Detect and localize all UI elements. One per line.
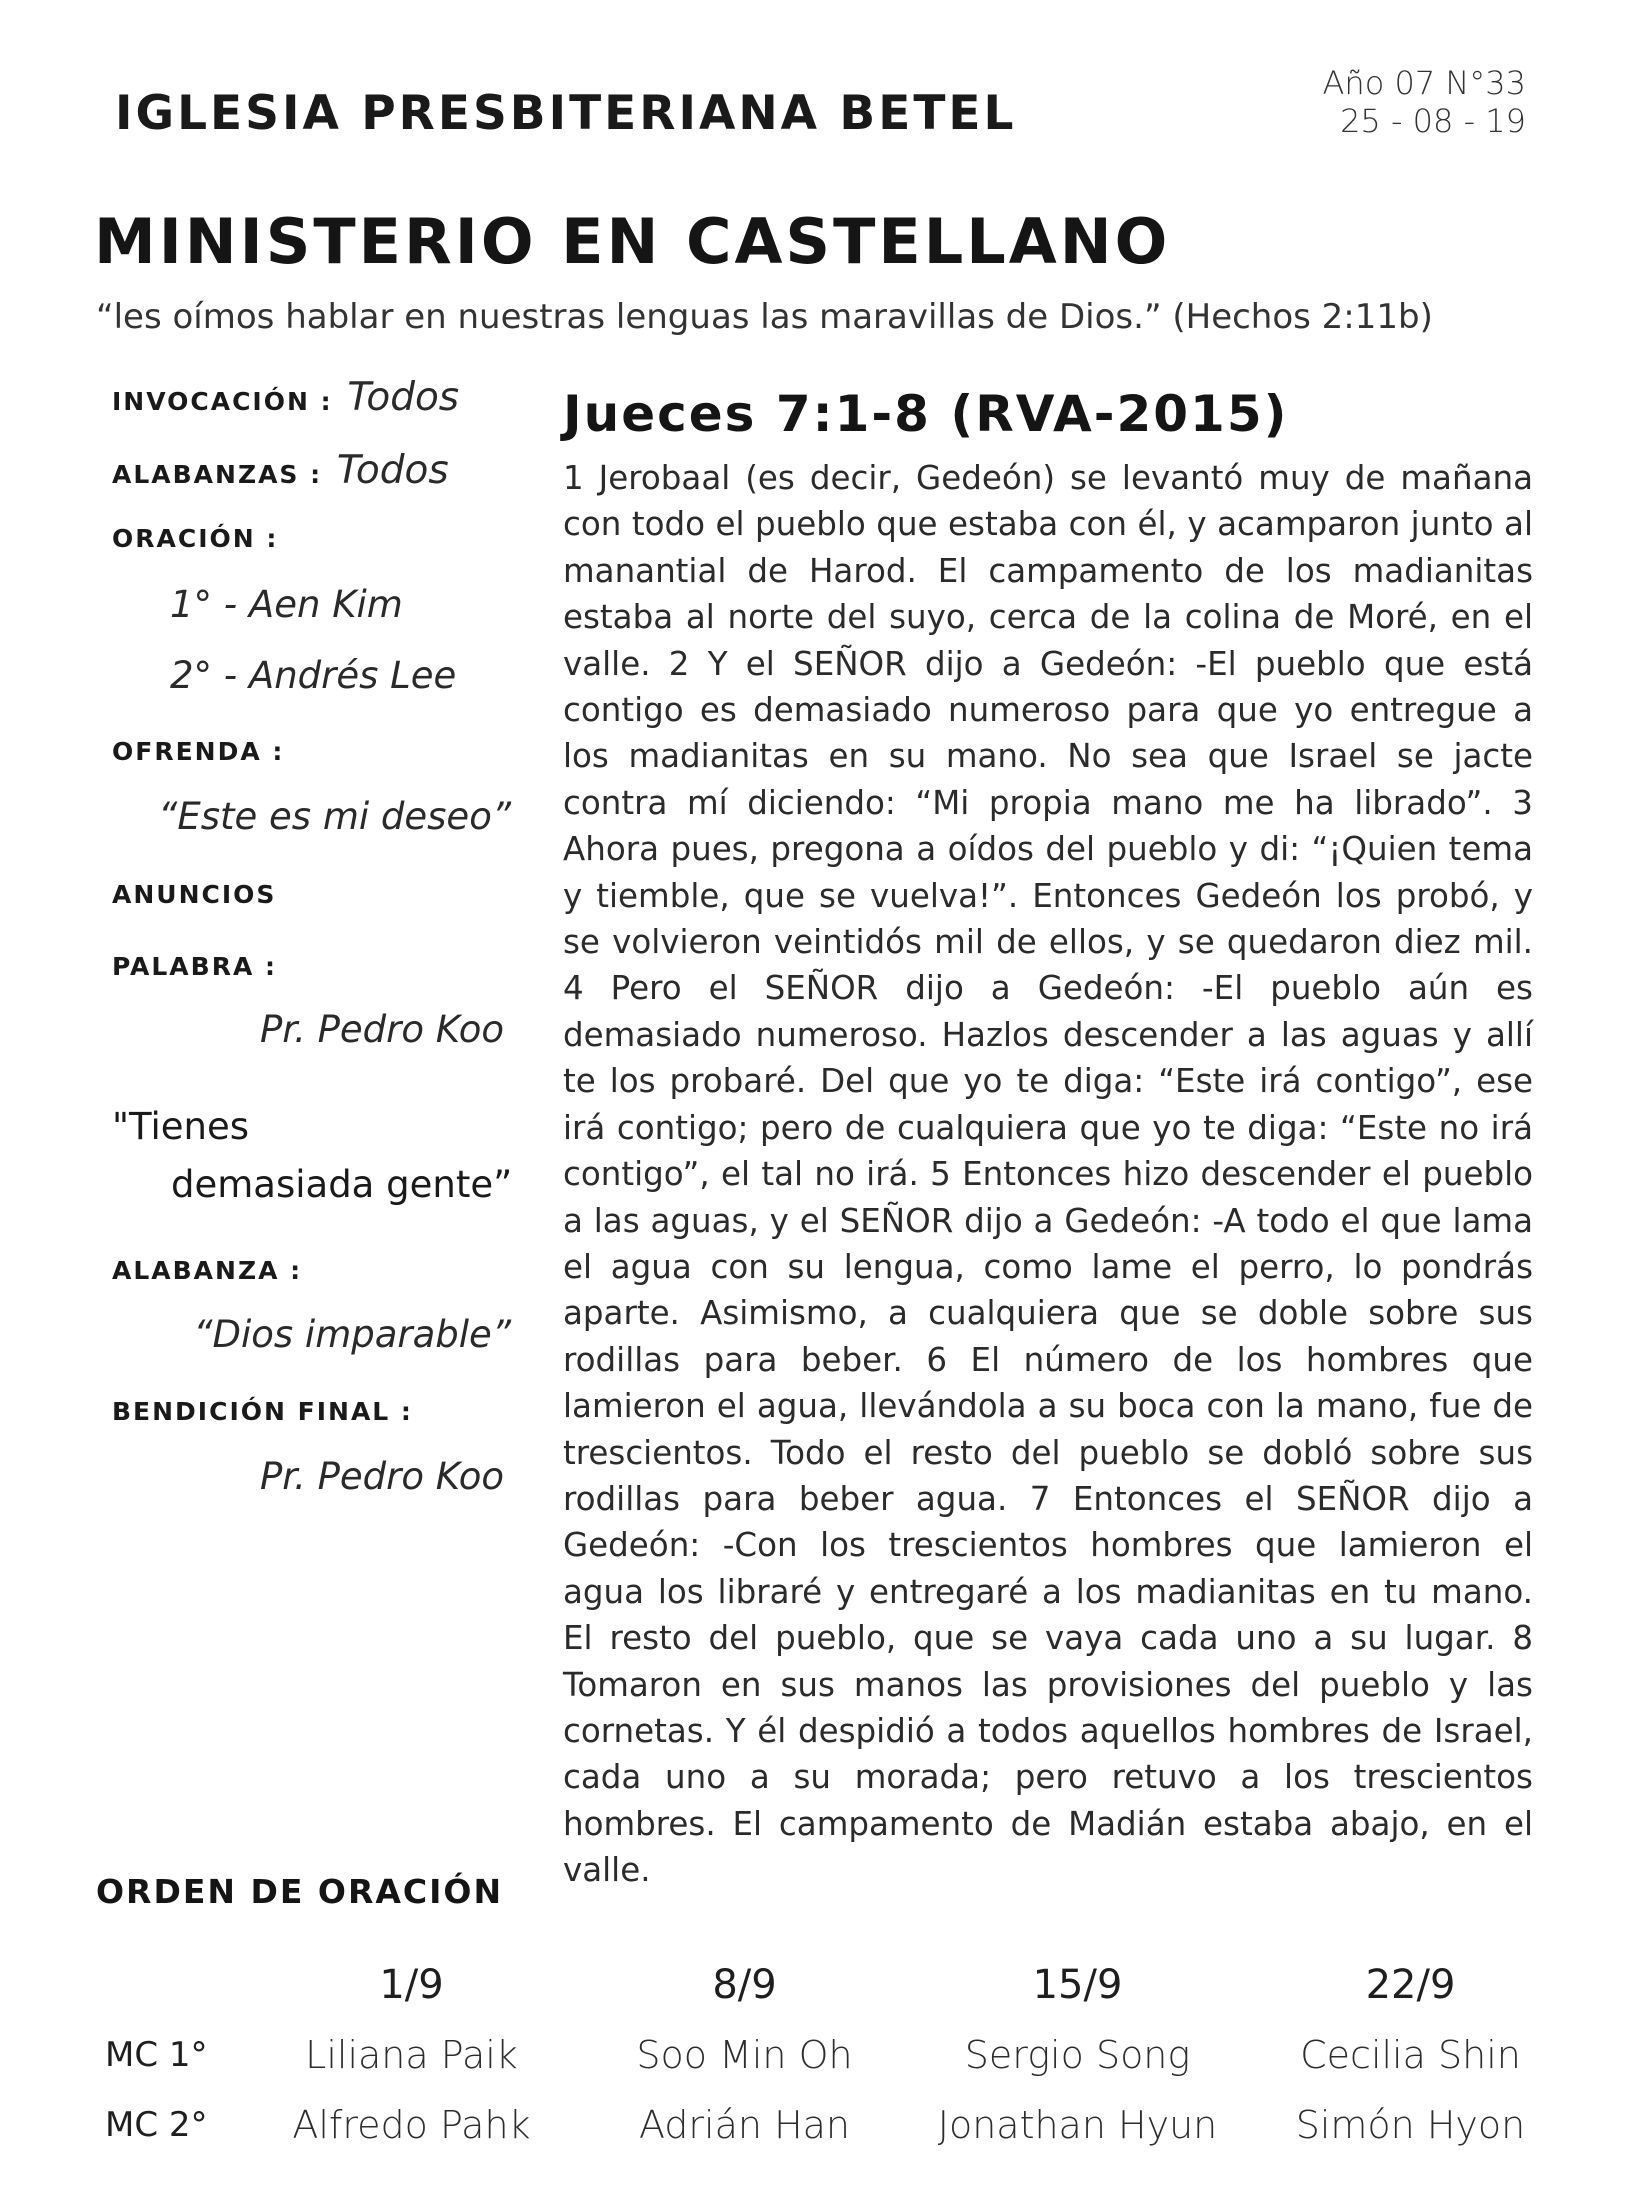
oracion-label: ORACIÓN : bbox=[112, 524, 279, 553]
epigraph: “les oímos hablar en nuestras lenguas las maravillas de Dios.” (Hechos 2:11b) bbox=[96, 297, 1433, 337]
passage-title: Jueces 7:1-8 (RVA-2015) bbox=[563, 385, 1289, 443]
date-column: 15/9 bbox=[1032, 1962, 1123, 2008]
date-column: 1/9 bbox=[379, 1962, 444, 2008]
sermon-title-line2: demasiada gente” bbox=[171, 1163, 513, 1206]
sermon-title bbox=[112, 1098, 512, 1214]
date-column: 22/9 bbox=[1365, 1962, 1456, 2008]
table-header-row bbox=[88, 1950, 1577, 2020]
oracion-first: 1° - Aen Kim bbox=[170, 583, 403, 626]
ministry-title: MINISTERIO EN CASTELLANO bbox=[94, 205, 1171, 278]
issue-info bbox=[1323, 64, 1526, 140]
palabra-value: Pr. Pedro Koo bbox=[259, 1008, 504, 1051]
name-cell: Cecilia Shin bbox=[1300, 2033, 1521, 2077]
name-cell: Adrián Han bbox=[638, 2103, 851, 2147]
table-row bbox=[88, 2020, 1577, 2090]
alabanza-label: ALABANZA : bbox=[112, 1256, 303, 1285]
sermon-title-line1: "Tienes bbox=[112, 1105, 250, 1148]
passage-text: 1 Jerobaal (es decir, Gedeón) se levantó muy de mañana con todo el pueblo que estaba con él, y acamparon junto al manantial de Harod. El campamento de los madianitas estaba al norte del suyo, cerca de la colina de Moré, en el valle. 2 Y el SEÑOR dijo a Gedeón: -El pueblo que está contigo es demasiado numeroso para que yo entregue a los madianitas en su mano. No sea que Israel se jacte contra mí diciendo: “Mi propia mano me ha librado”. 3 Ahora pues, pregona a oídos del pueblo y di: “¡Quien tema y tiemble, que se vuelva!”. Entonces Gedeón los probó, y se volvieron veintidós mil de ellos, y se quedaron diez mil. 4 Pero el SEÑOR dijo a Gedeón: -El pueblo aún es demasiado numeroso. Hazlos descender a las aguas y allí te los probaré. Del que yo te diga: “Este irá contigo”, ese irá contigo; pero de cualquiera que yo te diga: “Este no irá contigo”, el tal no irá. 5 Entonces hizo descender el pueblo a las aguas, y el SEÑOR dijo a Gedeón: -A todo el que lama el agua con su lengua, como lame el perro, lo pondrás aparte. Asimismo, a cualquiera que se doble sobre sus rodillas para beber. 6 El número de los hombres que lamieron el agua, llevándola a su boca con la mano, fue de trescientos. Todo el resto del pueblo se dobló sobre sus rodillas para beber agua. 7 Entonces el SEÑOR dijo a Gedeón: -Con los trescientos hombres que lamieron el agua los libraré y entregaré a los madianitas en tu mano. El resto del pueblo, que se vaya cada uno a su lugar. 8 Tomaron en sus manos las provisiones del pueblo y las cornetas. Y él despidió a todos aquellos hombres de Israel, cada uno a su morada; pero retuvo a los trescientos hombres. El campamento de Madián estaba abajo, en el valle. bbox=[563, 459, 1533, 1890]
invocacion-label: INVOCACIÓN : bbox=[112, 387, 333, 416]
table-corner bbox=[88, 1950, 245, 2020]
invocacion-row bbox=[112, 375, 459, 420]
bendicion-label: BENDICIÓN FINAL : bbox=[112, 1397, 413, 1426]
invocacion-value: Todos bbox=[347, 375, 460, 420]
name-cell: Alfredo Pahk bbox=[292, 2103, 531, 2147]
anuncios-label: ANUNCIOS bbox=[112, 880, 277, 909]
name-cell: Simón Hyon bbox=[1295, 2103, 1526, 2147]
date-column: 8/9 bbox=[712, 1962, 777, 2008]
alabanza-value: “Dios imparable” bbox=[193, 1313, 511, 1356]
alabanzas-row bbox=[112, 448, 449, 493]
ofrenda-label: OFRENDA : bbox=[112, 737, 285, 766]
name-cell: Jonathan Hyun bbox=[937, 2103, 1218, 2147]
issue-number: Año 07 N°33 bbox=[1322, 64, 1526, 102]
oracion-second: 2° - Andrés Lee bbox=[170, 654, 457, 697]
alabanzas-label: ALABANZAS : bbox=[112, 460, 323, 489]
church-name: IGLESIA PRESBITERIANA BETEL bbox=[115, 86, 1017, 141]
name-cell: Soo Min Oh bbox=[636, 2033, 853, 2077]
issue-date: 25 - 08 - 19 bbox=[1340, 102, 1526, 140]
table-row bbox=[88, 2090, 1577, 2160]
row-label: MC 1° bbox=[105, 2035, 208, 2075]
name-cell: Sergio Song bbox=[964, 2033, 1191, 2077]
ofrenda-value: “Este es mi deseo” bbox=[158, 795, 511, 838]
row-label: MC 2° bbox=[105, 2105, 208, 2145]
bendicion-value: Pr. Pedro Koo bbox=[259, 1455, 504, 1498]
name-cell: Liliana Paik bbox=[305, 2033, 518, 2077]
prayer-order-table bbox=[88, 1950, 1577, 2160]
palabra-label: PALABRA : bbox=[112, 952, 278, 981]
alabanzas-value: Todos bbox=[336, 448, 449, 493]
prayer-order-title: ORDEN DE ORACIÓN bbox=[96, 1872, 504, 1911]
